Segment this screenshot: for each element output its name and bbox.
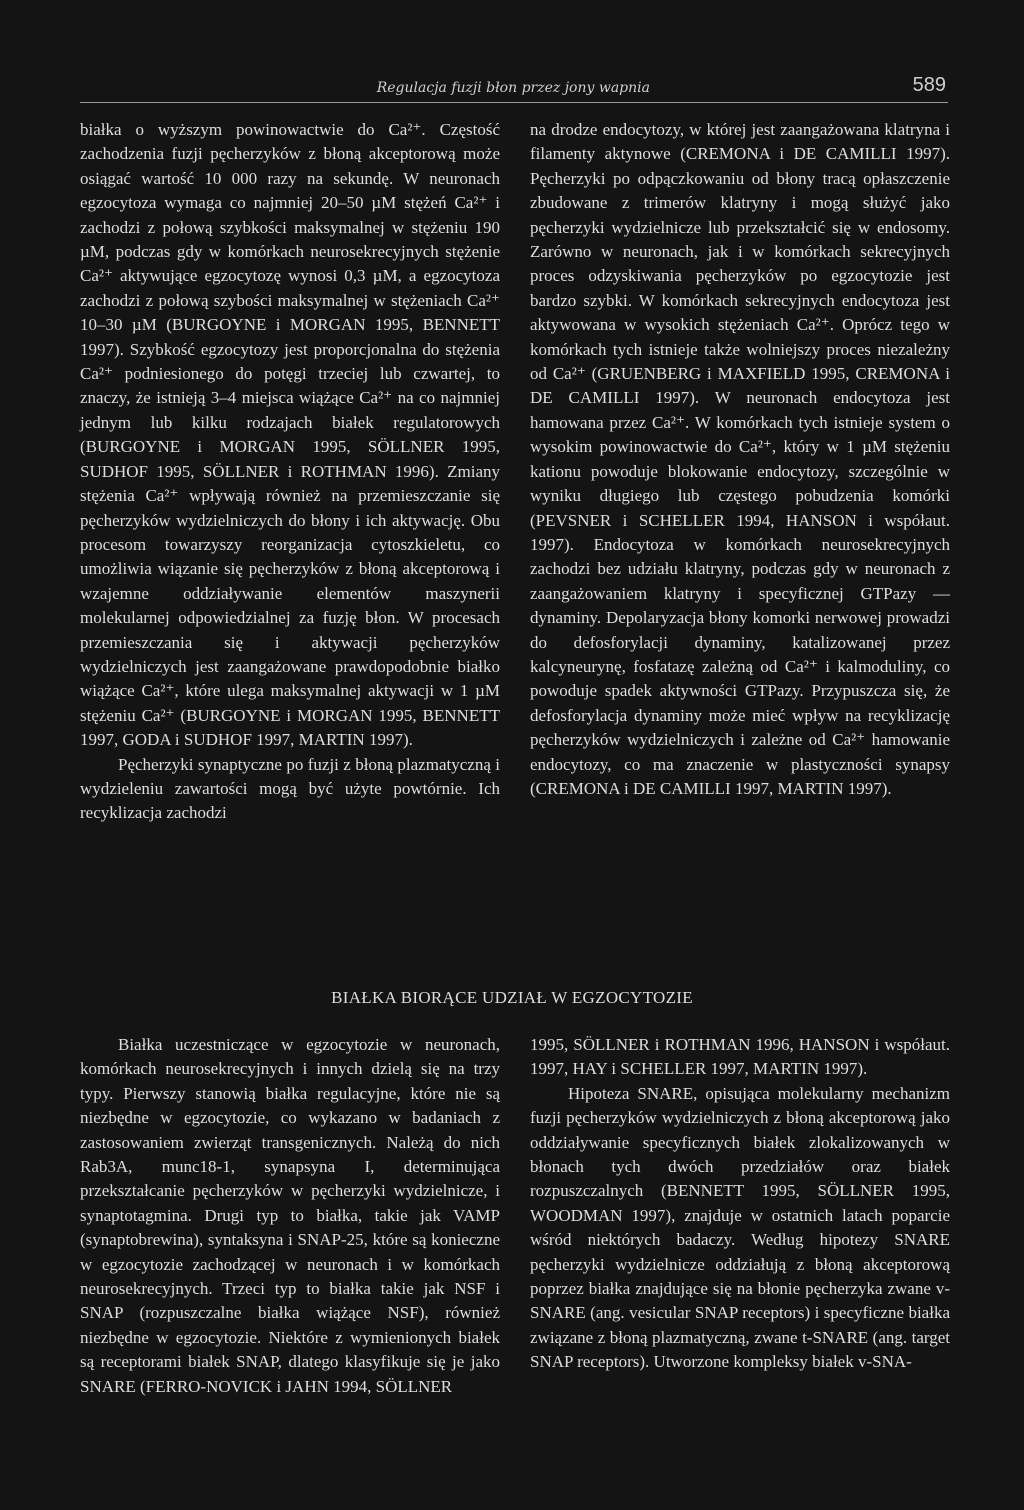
paragraph: Pęcherzyki synaptyczne po fuzji z błoną plazmatyczną i wydzieleniu zawartości mogą być użyte powtórnie. Ich recyklizacja zachodzi — [80, 754, 500, 823]
top-left-column — [80, 118, 500, 826]
section-heading: BIAŁKA BIORĄCE UDZIAŁ W EGZOCYTOZIE — [331, 988, 693, 1007]
top-right-column — [530, 118, 950, 801]
bottom-left-column — [80, 1033, 500, 1399]
page-header — [80, 76, 948, 103]
running-title: Regulacja fuzji błon przez jony wapnia — [376, 80, 650, 96]
paragraph: na drodze endocytozy, w której jest zaangażowana klatryna i filamenty aktynowe (CREMONA i DE CAMILLI 1997). Pęcherzyki po odpączkowaniu od błony tracą opłaszczenie zbudowane z trimerów klatryny i mogą służyć jako pęcherzyki wydzielnicze lub przekształcić się w endosomy. Zarówno w neuronach, jak i w komórkach sekrecyjnych proces odzyskiwania pęcherzyków po egzocytozie jest bardzo szybki. W komórkach sekrecyjnych endocytoza jest aktywowana w wysokich stężeniach Ca²⁺. Oprócz tego w komórkach tych istnieje także wolniejszy proces niezależny od Ca²⁺ (GRUENBERG i MAXFIELD 1995, CREMONA i DE CAMILLI 1997). W neuronach endocytoza jest hamowana przez Ca²⁺. W komórkach tych istnieje system o wysokim powinowactwie do Ca²⁺, który w 1 µM stężeniu kationu powoduje blokowanie endocytozy, szczególnie w wyniku długiego lub częstego pobudzenia komórki (PEVSNER i SCHELLER 1994, HANSON i współaut. 1997). Endocytoza w komórkach neurosekrecyjnych zachodzi bez udziału klatryny, podczas gdy w neuronach z zaangażowaniem klatryny i specyficznej GTPazy — dynaminy. Depolaryzacja błony komorki nerwowej prowadzi do defosforylacji dynaminy, katalizowanej przez kalcyneurynę, fosfatazę zależną od Ca²⁺ i kalmoduliny, co powoduje spadek aktywności GTPazy. Przypuszcza się, że defosforylacja dynaminy może mieć wpływ na recyklizację pęcherzyków wydzielniczych i zależne od Ca²⁺ hamowanie endocytozy, co ma znaczenie w plastyczności synapsy (CREMONA i DE CAMILLI 1997, MARTIN 1997). — [530, 120, 950, 798]
page-number: 589 — [912, 74, 946, 96]
paragraph: 1995, SÖLLNER i ROTHMAN 1996, HANSON i współaut. 1997, HAY i SCHELLER 1997, MARTIN 1997). — [530, 1035, 950, 1079]
paragraph: Hipoteza SNARE, opisująca molekularny mechanizm fuzji pęcherzyków wydzielniczych z błoną akceptorową jako oddziaływanie specyficznych białek zlokalizowanych w błonach tych dwóch przedziałów oraz białek rozpuszczalnych (BENNETT 1995, SÖLLNER 1995, WOODMAN 1997), znajduje w ostatnich latach poparcie wśród niektórych badaczy. Według hipotezy SNARE pęcherzyki wydzielnicze oddziałują z błoną akceptorową poprzez białka znajdujące się na błonie pęcherzyka zwane v-SNARE (ang. vesicular SNAP receptors) i specyficzne białka związane z błoną plazmatyczną, zwane t-SNARE (ang. target SNAP receptors). Utworzone kompleksy białek v-SNA- — [530, 1083, 950, 1372]
paragraph: białka o wyższym powinowactwie do Ca²⁺. Częstość zachodzenia fuzji pęcherzyków z błoną akceptorową może osiągać wartość 10 000 razy na sekundę. W neuronach egzocytoza wymaga co najmniej 20–50 µM stężeń Ca²⁺ i zachodzi z połową szybkości maksymalnej w stężeniu 190 µM, podczas gdy w komórkach neurosekrecyjnych stężenie Ca²⁺ aktywujące egzocytozę wynosi 0,3 µM, a egzocytoza zachodzi z połową szybości maksymalnej w stężeniach Ca²⁺ 10–30 µM (BURGOYNE i MORGAN 1995, BENNETT 1997). Szybkość egzocytozy jest proporcjonalna do stężenia Ca²⁺ podniesionego do potęgi trzeciej lub czwartej, to znaczy, że istnieją 3–4 miejsca wiążące Ca²⁺ na co najmniej jednym lub kilku rodzajach białek regulatorowych (BURGOYNE i MORGAN 1995, SÖLLNER 1995, SUDHOF 1995, SÖLLNER i ROTHMAN 1996). Zmiany stężenia Ca²⁺ wpływają również na przemieszczanie się pęcherzyków wydzielniczych do błony i ich aktywację. Obu procesom towarzyszy reorganizacja cytoszkieletu, co umożliwia wiązanie się pęcherzyków z błoną akceptorową i wzajemne oddziaływanie elementów maszynerii molekularnej odpowiedzialnej za fuzję błon. W procesach przemieszczania się i aktywacji pęcherzyków wydzielniczych jest zaangażowane prawdopodobnie białko wiążące Ca²⁺, które ulega maksymalnej aktywacji w 1 µM stężeniu Ca²⁺ (BURGOYNE i MORGAN 1995, BENNETT 1997, GODA i SUDHOF 1997, MARTIN 1997). — [80, 120, 500, 750]
bottom-right-column — [530, 1033, 950, 1375]
paragraph: Białka uczestniczące w egzocytozie w neuronach, komórkach neurosekrecyjnych i innych dzielą się na trzy typy. Pierwszy stanowią białka regulacyjne, które nie są niezbędne w egzocytozie, co wykazano w badaniach z zastosowaniem zwierząt transgenicznych. Należą do nich Rab3A, munc18-1, synapsyna I, determinująca przekształcanie pęcherzyków w pęcherzyki wydzielnicze, i synaptotagmina. Drugi typ to białka, takie jak VAMP (synaptobrewina), syntaksyna i SNAP-25, które są konieczne w egzocytozie zachodzącej w neuronach i w komórkach neurosekrecyjnych. Trzeci typ to białka takie jak NSF i SNAP (rozpuszczalne białka wiążące NSF), również niezbędne w egzocytozie. Niektóre z wymienionych białek są receptorami białek SNAP, dlatego klasyfikuje się je jako SNARE (FERRO-NOVICK i JAHN 1994, SÖLLNER — [80, 1035, 500, 1396]
